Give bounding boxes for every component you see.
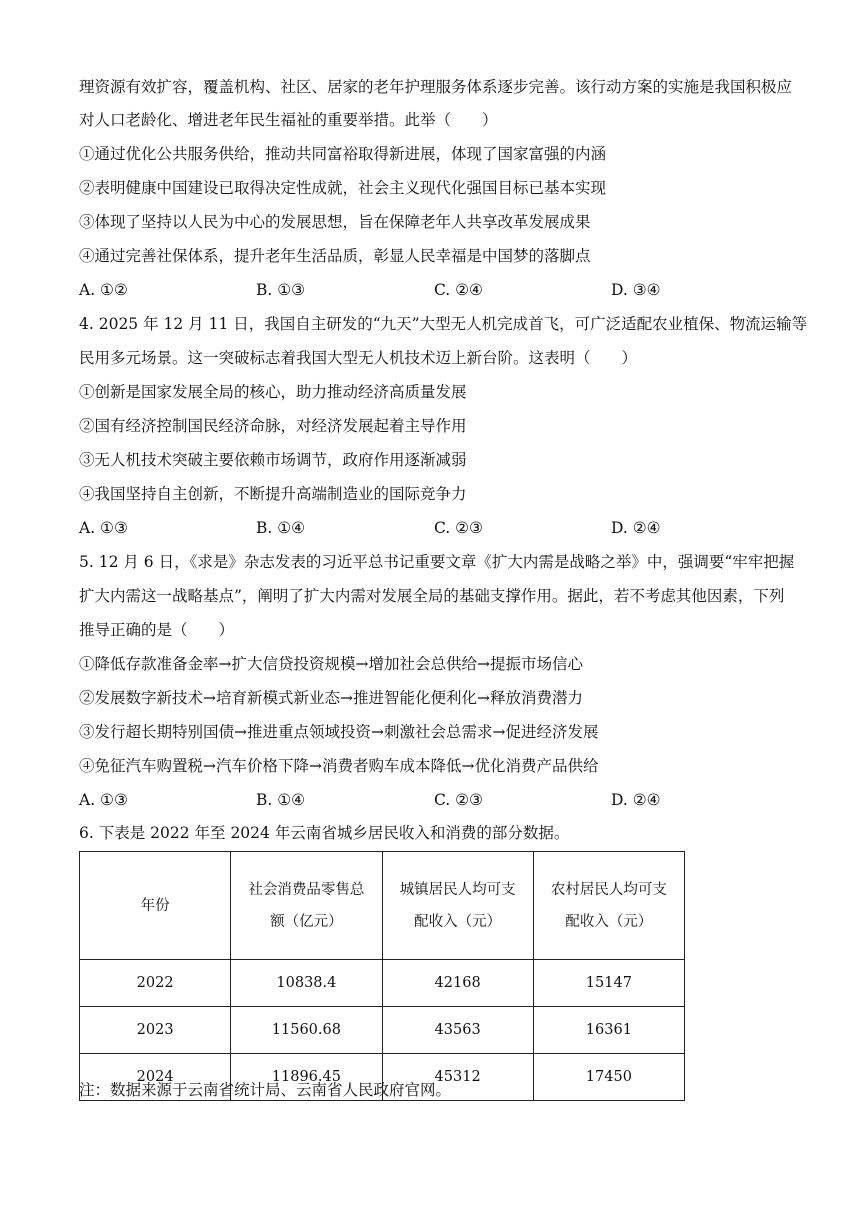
q4-option-b[interactable]: B. ①④ xyxy=(256,519,306,537)
table-source-note: 注：数据来源于云南省统计局、云南省人民政府官网。 xyxy=(79,1081,452,1099)
q4-option-d[interactable]: D. ②④ xyxy=(611,519,661,537)
q3-statement-1: ①通过优化公共服务供给，推动共同富裕取得新进展，体现了国家富强的内涵 xyxy=(79,145,607,163)
table-cell-urban-income: 45312 xyxy=(382,1054,533,1101)
q4-statement-3: ③无人机技术突破主要依赖市场调节，政府作用逐渐减弱 xyxy=(79,451,467,469)
table-cell-urban-income: 43563 xyxy=(382,1007,533,1054)
q5-statement-1: ①降低存款准备金率→扩大信贷投资规模→增加社会总供给→提振市场信心 xyxy=(79,655,583,673)
q5-option-d[interactable]: D. ②④ xyxy=(611,791,661,809)
table-cell-year: 2024 xyxy=(80,1054,231,1101)
q3-statement-3: ③体现了坚持以人民为中心的发展思想，旨在保障老年人共享改革发展成果 xyxy=(79,213,591,231)
q4-statement-2: ②国有经济控制国民经济命脉，对经济发展起着主导作用 xyxy=(79,417,467,435)
q3-option-a[interactable]: A. ①② xyxy=(79,281,128,299)
q4-option-c[interactable]: C. ②③ xyxy=(434,519,483,537)
q3-stem-line-1: 理资源有效扩容，覆盖机构、社区、居家的老年护理服务体系逐步完善。该行动方案的实施是我国积极应 xyxy=(79,78,793,96)
q3-statement-2: ②表明健康中国建设已取得决定性成就，社会主义现代化强国目标已基本实现 xyxy=(79,179,607,197)
q4-stem-line-1: 4. 2025 年 12 月 11 日，我国自主研发的“九天”大型无人机完成首飞，可广泛适配农业植保、物流运输等 xyxy=(79,315,808,333)
q6-stem-line-1: 6. 下表是 2022 年至 2024 年云南省城乡居民收入和消费的部分数据。 xyxy=(79,824,570,842)
table-cell-retail-sales: 11560.68 xyxy=(231,1007,382,1054)
table-cell-rural-income: 17450 xyxy=(533,1054,684,1101)
table-header-rural-income: 农村居民人均可支 配收入（元） xyxy=(533,852,684,960)
q3-option-c[interactable]: C. ②④ xyxy=(434,281,483,299)
q5-stem-line-3: 推导正确的是（ ） xyxy=(79,621,235,639)
q3-statement-4: ④通过完善社保体系，提升老年生活品质，彰显人民幸福是中国梦的落脚点 xyxy=(79,247,591,265)
q3-options xyxy=(79,280,779,300)
table-header-year: 年份 xyxy=(80,852,231,960)
q3-option-b[interactable]: B. ①③ xyxy=(256,281,306,299)
income-consumption-table xyxy=(79,851,685,1101)
q3-stem-line-2: 对人口老龄化、增进老年民生福祉的重要举措。此举（ ） xyxy=(79,111,498,129)
table-header-row xyxy=(80,852,685,960)
q5-statement-4: ④免征汽车购置税→汽车价格下降→消费者购车成本降低→优化消费产品供给 xyxy=(79,757,599,775)
q5-stem-line-1: 5. 12 月 6 日，《求是》杂志发表的习近平总书记重要文章《扩大内需是战略之举》中，强调要“牢牢把握 xyxy=(79,553,795,571)
table-header-retail-sales: 社会消费品零售总 额（亿元） xyxy=(231,852,382,960)
q5-statement-2: ②发展数字新技术→培育新模式新业态→推进智能化便利化→释放消费潜力 xyxy=(79,689,583,707)
table-cell-year: 2022 xyxy=(80,960,231,1007)
table-cell-urban-income: 42168 xyxy=(382,960,533,1007)
q4-stem-line-2: 民用多元场景。这一突破标志着我国大型无人机技术迈上新台阶。这表明（ ） xyxy=(79,349,638,367)
q3-option-d[interactable]: D. ③④ xyxy=(611,281,661,299)
table-cell-rural-income: 16361 xyxy=(533,1007,684,1054)
table-cell-retail-sales: 11896.45 xyxy=(231,1054,382,1101)
table-cell-year: 2023 xyxy=(80,1007,231,1054)
q4-options xyxy=(79,518,779,538)
table-header-urban-income: 城镇居民人均可支 配收入（元） xyxy=(382,852,533,960)
table-cell-rural-income: 15147 xyxy=(533,960,684,1007)
q4-option-a[interactable]: A. ①③ xyxy=(79,519,128,537)
q5-option-c[interactable]: C. ②③ xyxy=(434,791,483,809)
q5-options xyxy=(79,790,779,810)
q4-statement-1: ①创新是国家发展全局的核心，助力推动经济高质量发展 xyxy=(79,383,467,401)
q4-statement-4: ④我国坚持自主创新，不断提升高端制造业的国际竞争力 xyxy=(79,485,467,503)
table-row xyxy=(80,960,685,1007)
table-cell-retail-sales: 10838.4 xyxy=(231,960,382,1007)
table-row xyxy=(80,1007,685,1054)
q5-option-b[interactable]: B. ①④ xyxy=(256,791,306,809)
q5-option-a[interactable]: A. ①③ xyxy=(79,791,128,809)
q5-statement-3: ③发行超长期特别国债→推进重点领域投资→刺激社会总需求→促进经济发展 xyxy=(79,723,599,741)
q5-stem-line-2: 扩大内需这一战略基点”，阐明了扩大内需对发展全局的基础支撑作用。据此，若不考虑其他因素，下列 xyxy=(79,587,785,605)
